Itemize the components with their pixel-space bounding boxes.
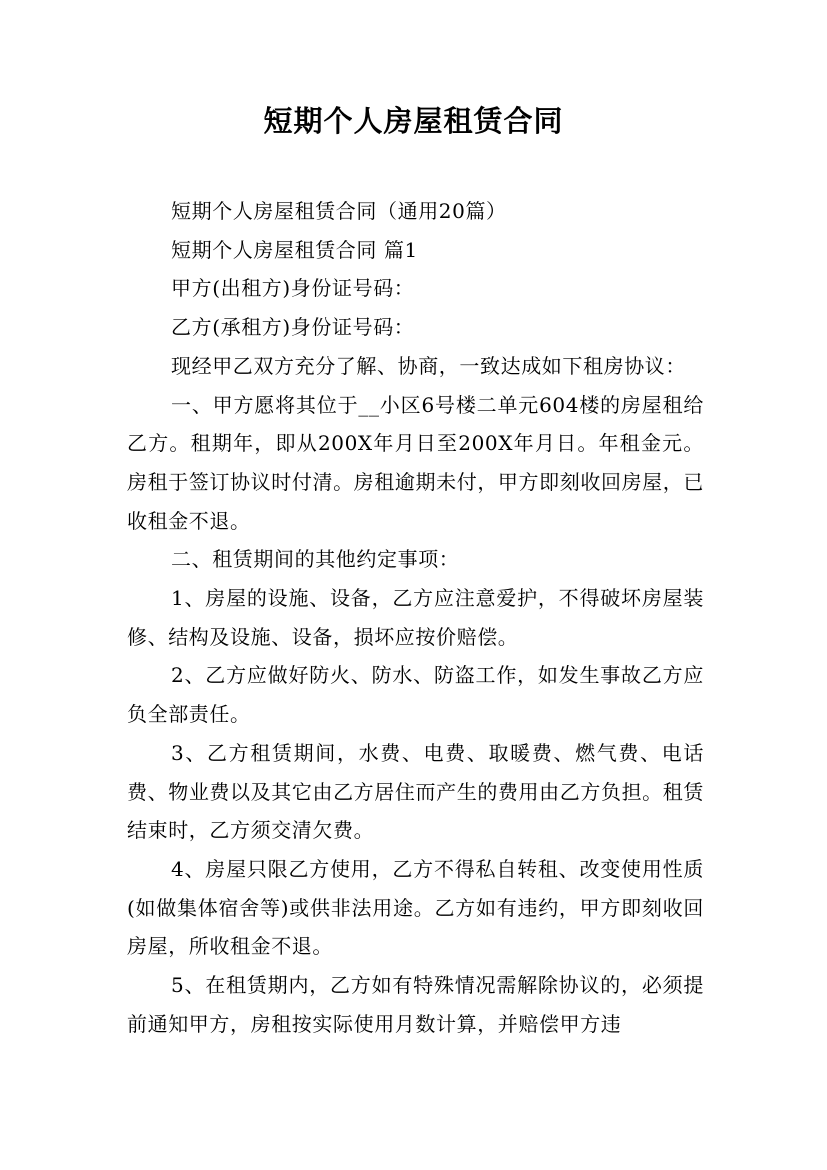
paragraph-item-1: 1、房屋的设施、设备，乙方应注意爱护，不得破坏房屋装修、结构及设施、设备，损坏应按价赔偿。 <box>127 586 704 649</box>
paragraph-subtitle: 短期个人房屋租赁合同（通用20篇） <box>171 199 507 223</box>
paragraph-item-3: 3、乙方租赁期间，水费、电费、取暖费、燃气费、电话费、物业费以及其它由乙方居住而产生的费用由乙方负担。租赁结束时，乙方须交清欠费。 <box>127 740 704 843</box>
paragraph-party-a: 甲方(出租方)身份证号码： <box>171 276 415 301</box>
paragraph-item-2: 2、乙方应做好防火、防水、防盗工作，如发生事故乙方应负全部责任。 <box>127 663 704 727</box>
document-body <box>127 192 704 1043</box>
paragraph-party-b: 乙方(承租方)身份证号码： <box>171 315 415 340</box>
paragraph-clause-1: 一、甲方愿将其位于__小区6号楼二单元604楼的房屋租给乙方。租期年，即从200X年月日至200X年月日。年租金元。房租于签订协议时付清。房租逾期未付，甲方即刻收回房屋，已收租金不退。 <box>127 392 704 533</box>
paragraph-clause-2-heading: 二、租赁期间的其他约定事项： <box>171 547 460 572</box>
document-title: 短期个人房屋租赁合同 <box>263 104 564 138</box>
paragraph-item-5: 5、在租赁期内，乙方如有特殊情况需解除协议的，必须提前通知甲方，房租按实际使用月数计算，并赔偿甲方违 <box>127 973 704 1036</box>
paragraph-item-4: 4、房屋只限乙方使用，乙方不得私自转租、改变使用性质(如做集体宿舍等)或供非法用途。乙方如有违约，甲方即刻收回房屋，所收租金不退。 <box>127 856 704 959</box>
paragraph-article-heading: 短期个人房屋租赁合同 篇1 <box>171 237 418 262</box>
paragraph-agreement-intro: 现经甲乙双方充分了解、协商，一致达成如下租房协议： <box>171 353 686 378</box>
